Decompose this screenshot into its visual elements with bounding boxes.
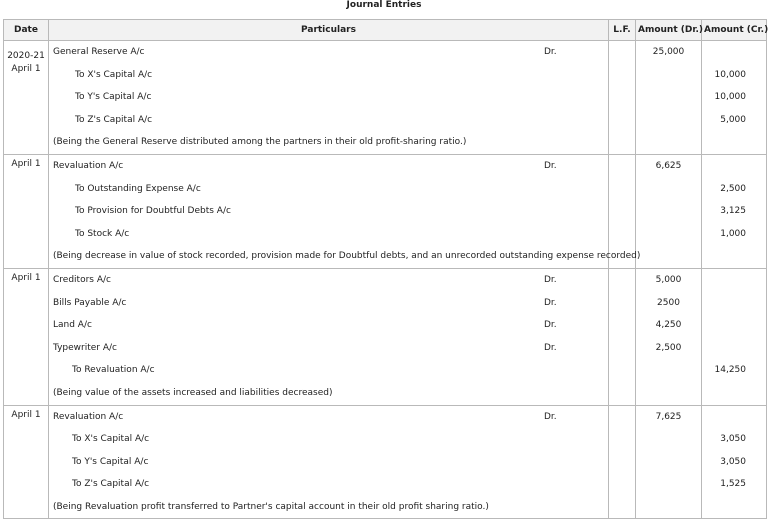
credit-account-line xyxy=(49,200,608,223)
credit-amount xyxy=(702,406,766,429)
debit-account-line xyxy=(49,41,608,64)
credit-amount xyxy=(702,269,766,292)
header-date: Date xyxy=(4,20,49,41)
dr-marker: Dr. xyxy=(544,160,557,171)
debit-amount: 2500 xyxy=(657,297,680,308)
credit-amount xyxy=(702,41,766,64)
credit-amount xyxy=(702,496,766,519)
credit-account-line xyxy=(49,428,608,451)
debit-amount xyxy=(636,382,701,405)
credit-amount: 3,125 xyxy=(720,206,746,217)
lf-cell xyxy=(609,200,635,223)
debit-amount xyxy=(636,245,701,268)
account-text: To Y's Capital A/c xyxy=(75,92,152,103)
account-text: (Being Revaluation profit transferred to Partner's capital account in their old profit sharing ratio.) xyxy=(53,501,489,512)
account-text: Bills Payable A/c xyxy=(53,297,127,308)
account-text: Revaluation A/c xyxy=(53,411,124,422)
account-text: To Z's Capital A/c xyxy=(75,114,153,125)
lf-cell xyxy=(609,428,635,451)
lf-cell xyxy=(609,155,635,178)
debit-amount xyxy=(636,428,701,451)
debit-amount xyxy=(636,131,701,154)
credit-amount xyxy=(702,382,766,405)
journal-body xyxy=(4,41,767,519)
journal-entry-row xyxy=(4,405,767,519)
debit-account-line xyxy=(49,269,608,292)
dr-marker: Dr. xyxy=(544,320,557,331)
debit-amount: 6,625 xyxy=(655,160,682,171)
lf-cell xyxy=(609,109,635,132)
narration-line xyxy=(49,131,608,154)
debit-amount xyxy=(636,200,701,223)
credit-amount: 1,000 xyxy=(720,228,746,239)
account-text: (Being the General Reserve distributed among the partners in their old profit-sharing ratio.) xyxy=(53,137,467,148)
dr-marker: Dr. xyxy=(544,47,557,57)
entry-date-line1: April 1 xyxy=(11,272,41,283)
lf-cell xyxy=(609,473,635,496)
lf-cell xyxy=(609,64,635,87)
dr-marker: Dr. xyxy=(544,411,557,422)
dr-marker: Dr. xyxy=(544,274,557,285)
entry-particulars xyxy=(49,405,609,519)
entry-date-line1: April 1 xyxy=(11,409,41,420)
account-text: (Being decrease in value of stock recorded, provision made for Doubtful debts, and an unrecorded outstanding expense recorded) xyxy=(53,251,641,262)
lf-cell xyxy=(609,382,635,405)
entry-date-line1: 2020-21 xyxy=(7,51,45,61)
debit-amount xyxy=(636,178,701,201)
journal-entry-row xyxy=(4,268,767,405)
credit-amount xyxy=(702,314,766,337)
credit-amount: 10,000 xyxy=(714,92,746,103)
debit-account-line xyxy=(49,406,608,429)
debit-amount: 5,000 xyxy=(655,274,682,285)
lf-cell xyxy=(609,223,635,246)
entry-amount-dr xyxy=(636,405,702,519)
account-text: To Z's Capital A/c xyxy=(72,479,150,490)
dr-marker: Dr. xyxy=(544,342,557,353)
debit-amount xyxy=(636,86,701,109)
account-text: General Reserve A/c xyxy=(53,47,145,57)
entry-amount-cr xyxy=(702,41,767,155)
debit-amount xyxy=(636,496,701,519)
header-amount-dr: Amount (Dr.) xyxy=(636,20,702,41)
narration-line xyxy=(49,496,608,519)
journal-table xyxy=(3,19,767,519)
header-particulars: Particulars xyxy=(49,20,609,41)
debit-amount xyxy=(636,451,701,474)
lf-cell xyxy=(609,269,635,292)
credit-amount xyxy=(702,155,766,178)
header-row xyxy=(4,20,767,41)
debit-amount: 2,500 xyxy=(655,342,682,353)
account-text: To Outstanding Expense A/c xyxy=(75,183,201,194)
credit-amount xyxy=(702,245,766,268)
account-text: To Revaluation A/c xyxy=(72,365,155,376)
account-text: Land A/c xyxy=(53,320,92,331)
credit-amount xyxy=(702,131,766,154)
entry-date xyxy=(4,405,49,519)
credit-amount: 1,525 xyxy=(720,479,746,490)
debit-account-line xyxy=(49,155,608,178)
account-text: To Y's Capital A/c xyxy=(72,456,149,467)
debit-amount: 25,000 xyxy=(652,47,685,57)
credit-amount: 14,250 xyxy=(714,365,746,376)
account-text: To Provision for Doubtful Debts A/c xyxy=(75,206,231,217)
debit-amount xyxy=(636,109,701,132)
lf-cell xyxy=(609,359,635,382)
lf-cell xyxy=(609,131,635,154)
credit-account-line xyxy=(49,64,608,87)
entry-date-line2: April 1 xyxy=(11,64,41,74)
account-text: To X's Capital A/c xyxy=(72,434,150,445)
entry-amount-cr xyxy=(702,268,767,405)
lf-cell xyxy=(609,245,635,268)
credit-account-line xyxy=(49,359,608,382)
debit-amount xyxy=(636,223,701,246)
entry-lf xyxy=(609,154,636,268)
debit-account-line xyxy=(49,314,608,337)
lf-cell xyxy=(609,292,635,315)
credit-amount: 5,000 xyxy=(720,114,746,125)
entry-amount-dr xyxy=(636,41,702,155)
table-caption: Journal Entries xyxy=(346,0,422,10)
entry-particulars xyxy=(49,154,641,268)
credit-amount xyxy=(702,292,766,315)
header-lf: L.F. xyxy=(609,20,636,41)
entry-amount-cr xyxy=(702,405,767,519)
lf-cell xyxy=(609,41,635,64)
entry-date xyxy=(4,154,49,268)
debit-amount xyxy=(636,64,701,87)
credit-account-line xyxy=(49,109,608,132)
lf-cell xyxy=(609,86,635,109)
credit-amount: 2,500 xyxy=(720,183,746,194)
lf-cell xyxy=(609,178,635,201)
entry-amount-cr xyxy=(702,154,767,268)
entry-particulars xyxy=(49,268,609,405)
account-text: To X's Capital A/c xyxy=(75,69,153,80)
account-text: Creditors A/c xyxy=(53,274,111,285)
credit-account-line xyxy=(49,473,608,496)
entry-date-line1: April 1 xyxy=(11,158,41,169)
narration-line xyxy=(49,382,608,405)
lf-cell xyxy=(609,337,635,360)
entry-date xyxy=(4,268,49,405)
entry-lf xyxy=(609,268,636,405)
lf-cell xyxy=(609,496,635,519)
debit-amount: 4,250 xyxy=(655,320,682,331)
lf-cell xyxy=(609,314,635,337)
entry-date xyxy=(4,41,49,155)
account-text: To Stock A/c xyxy=(75,228,130,239)
credit-account-line xyxy=(49,451,608,474)
debit-amount xyxy=(636,359,701,382)
journal-entry-row xyxy=(4,41,767,155)
debit-account-line xyxy=(49,292,608,315)
credit-account-line xyxy=(49,178,608,201)
lf-cell xyxy=(609,451,635,474)
lf-cell xyxy=(609,406,635,429)
credit-amount: 3,050 xyxy=(720,456,746,467)
credit-amount: 3,050 xyxy=(720,434,746,445)
credit-amount xyxy=(702,337,766,360)
journal-entry-row xyxy=(4,154,767,268)
account-text: Typewriter A/c xyxy=(53,342,117,353)
account-text: (Being value of the assets increased and liabilities decreased) xyxy=(53,387,333,398)
credit-amount: 10,000 xyxy=(714,69,746,80)
entry-lf xyxy=(609,405,636,519)
entry-lf xyxy=(609,41,636,155)
credit-account-line xyxy=(49,223,608,246)
entry-particulars xyxy=(49,41,609,155)
narration-line xyxy=(49,245,641,268)
entry-amount-dr xyxy=(636,268,702,405)
debit-account-line xyxy=(49,337,608,360)
credit-account-line xyxy=(49,86,608,109)
debit-amount: 7,625 xyxy=(655,411,682,422)
debit-amount xyxy=(636,473,701,496)
account-text: Revaluation A/c xyxy=(53,160,124,171)
dr-marker: Dr. xyxy=(544,297,557,308)
entry-amount-dr xyxy=(636,154,702,268)
header-amount-cr: Amount (Cr.) xyxy=(702,20,767,41)
